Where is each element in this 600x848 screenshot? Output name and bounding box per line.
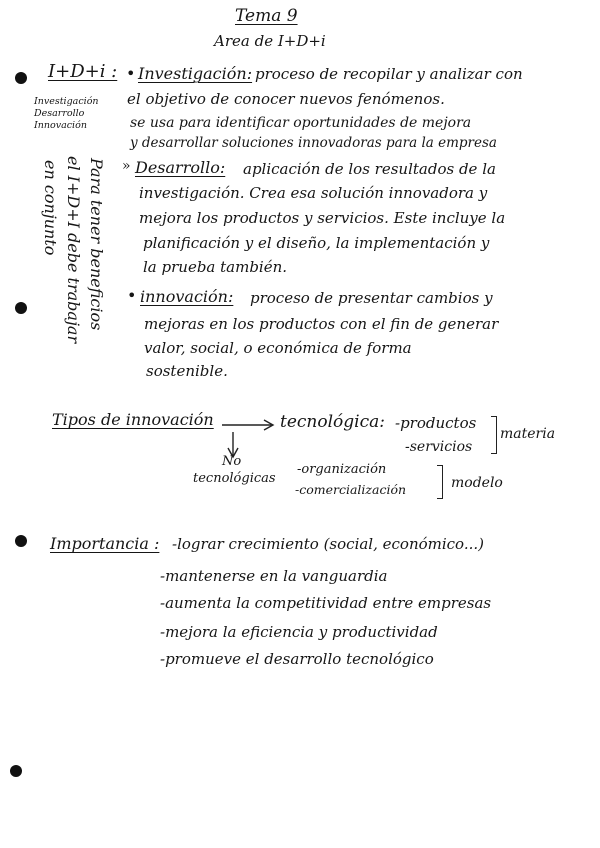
vertical-note: Para tener beneficios [87,158,106,331]
tipos-no-tec: tecnológicas [193,471,276,486]
importancia-item: -mejora la eficiencia y productividad [160,623,438,641]
innovacion-line: proceso de presentar cambios y [250,289,493,307]
innovacion-line: sostenible. [146,362,228,380]
vertical-note: el I+D+I debe trabajar [64,156,83,344]
importancia-item: -aumenta la competitividad entre empresas [160,594,492,612]
tipos-no-tec-group: modelo [451,475,503,491]
investigacion-line: el objetivo de conocer nuevos fenómenos. [127,90,445,108]
investigacion-line: proceso de recopilar y analizar con [255,65,523,83]
desarrollo-term: Desarrollo: [135,158,226,177]
bullet-marker: • [126,64,136,83]
tipos-tec-group: materia [500,426,556,442]
desarrollo-line: mejora los productos y servicios. Este incluye la [139,209,506,227]
innovacion-line: valor, social, o económica de forma [144,339,412,357]
tipos-heading: Tipos de innovación [52,410,214,429]
importancia-item: -promueve el desarrollo tecnológico [160,650,434,668]
bracket [437,465,443,499]
desarrollo-line: la prueba también. [143,258,288,276]
importancia-item: -lograr crecimiento (social, económico...) [172,535,484,553]
tipos-no-tec: No [222,454,242,469]
tipos-tecnologica: tecnológica: [280,412,385,432]
importancia-heading: Importancia : [50,534,160,553]
tipos-no-tec-item: -comercialización [295,482,407,497]
desarrollo-line: planificación y el diseño, la implementación y [143,234,490,252]
desarrollo-line: investigación. Crea esa solución innovadora y [139,184,488,202]
vertical-note: en conjunto [41,160,60,256]
innovacion-line: mejoras en los productos con el fin de generar [144,315,499,333]
investigacion-line: se usa para identificar oportunidades de mejora [130,115,472,131]
sidebar-item: Desarrollo [34,108,85,119]
tipos-tec-item: -servicios [405,439,473,455]
innovacion-term: innovación: [140,287,234,306]
page-subtitle: Area de I+D+i [214,32,326,50]
sidebar-item: Investigación [34,96,99,107]
bullet-marker: • [127,286,137,305]
investigacion-term: Investigación: [138,64,253,83]
importancia-item: -mantenerse en la vanguardia [160,567,388,585]
sidebar-title: I+D+i : [48,61,118,82]
investigacion-line: y desarrollar soluciones innovadoras para la empresa [130,135,497,151]
tipos-no-tec-item: -organización [297,462,387,477]
bracket [491,416,497,454]
page-title: Tema 9 [235,6,298,26]
sidebar-item: Innovación [34,120,87,131]
desarrollo-line: aplicación de los resultados de la [243,160,496,178]
tipos-tec-item: -productos [395,414,477,432]
bullet-marker: » [122,158,131,174]
